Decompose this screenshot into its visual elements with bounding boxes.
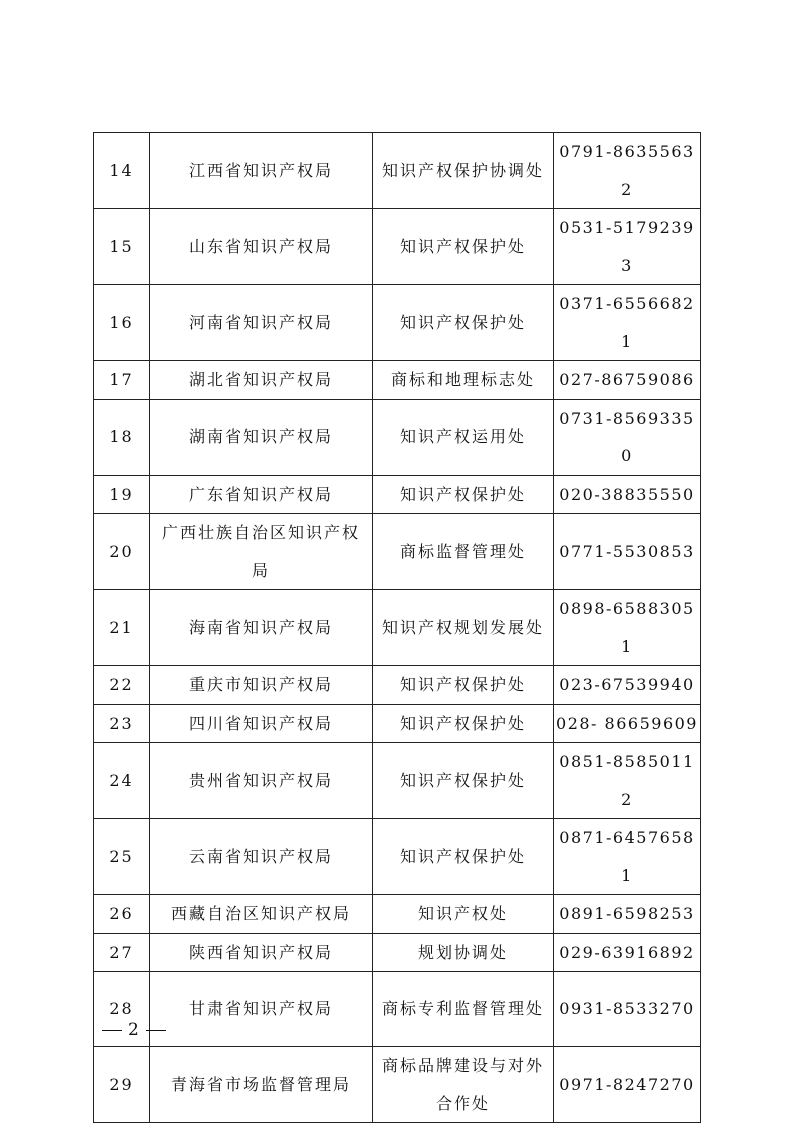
phone-number-cell <box>554 743 701 819</box>
phone-number: 0851-85850112 <box>559 752 695 809</box>
department-name-cell <box>373 475 554 514</box>
department-name: 知识产权保护处 <box>399 484 526 504</box>
row-number: 21 <box>109 617 134 637</box>
table-row <box>94 514 701 590</box>
table-row <box>94 704 701 743</box>
department-name-cell <box>373 895 554 934</box>
organization-name-cell <box>150 743 373 819</box>
phone-number-cell <box>554 819 701 895</box>
row-number: 29 <box>109 1074 134 1094</box>
phone-number-cell <box>554 666 701 705</box>
department-name: 知识产权保护处 <box>399 770 526 790</box>
phone-number: 027-86759086 <box>559 370 695 389</box>
row-number-cell <box>94 399 150 475</box>
row-number-cell <box>94 209 150 285</box>
table-row <box>94 1047 701 1123</box>
organization-name: 青海省市场监督管理局 <box>170 1074 351 1094</box>
department-name: 规划协调处 <box>417 942 508 962</box>
phone-number-cell <box>554 399 701 475</box>
row-number: 26 <box>109 904 134 923</box>
department-name: 知识产权运用处 <box>399 427 526 447</box>
department-name-cell <box>373 133 554 209</box>
table-row <box>94 819 701 895</box>
department-name: 商标监督管理处 <box>399 541 526 561</box>
table-row <box>94 133 701 209</box>
row-number: 20 <box>109 541 134 561</box>
table-row <box>94 666 701 705</box>
row-number-cell <box>94 933 150 972</box>
phone-number: 0898-65883051 <box>559 599 695 656</box>
department-name-cell <box>373 590 554 666</box>
organization-name-cell <box>150 704 373 743</box>
phone-number-cell <box>554 514 701 590</box>
organization-name: 重庆市知识产权局 <box>188 675 333 694</box>
organization-name: 贵州省知识产权局 <box>188 770 333 790</box>
organization-name-cell <box>150 590 373 666</box>
phone-number: 0731-85693350 <box>559 408 695 465</box>
table-row <box>94 743 701 819</box>
table-body <box>94 133 701 1123</box>
phone-number-cell <box>554 133 701 209</box>
organization-name-cell <box>150 399 373 475</box>
table-row <box>94 933 701 972</box>
row-number-cell <box>94 590 150 666</box>
row-number: 17 <box>109 370 134 389</box>
phone-number-cell <box>554 933 701 972</box>
department-name-cell <box>373 666 554 705</box>
phone-number-cell <box>554 704 701 743</box>
organization-name: 湖北省知识产权局 <box>188 370 333 389</box>
row-number: 27 <box>109 942 134 962</box>
organization-name-cell <box>150 285 373 361</box>
department-name: 商标和地理标志处 <box>390 370 535 389</box>
organization-name: 广西壮族自治区知识产权局 <box>161 523 360 580</box>
phone-number: 023-67539940 <box>559 675 695 694</box>
phone-number: 0871-64576581 <box>559 828 695 885</box>
row-number-cell <box>94 704 150 743</box>
organization-name: 山东省知识产权局 <box>188 236 333 256</box>
department-name-cell <box>373 361 554 400</box>
department-name: 知识产权处 <box>417 904 508 923</box>
phone-number-cell <box>554 361 701 400</box>
department-name: 知识产权保护处 <box>399 713 526 733</box>
row-number-cell <box>94 361 150 400</box>
phone-number-cell <box>554 972 701 1047</box>
phone-number: 028- 86659609 <box>556 713 698 733</box>
table-row <box>94 590 701 666</box>
organization-name: 广东省知识产权局 <box>188 484 333 504</box>
phone-number: 0771-5530853 <box>559 541 695 561</box>
row-number: 16 <box>109 312 134 332</box>
department-name-cell <box>373 704 554 743</box>
department-name-cell <box>373 743 554 819</box>
department-name-cell <box>373 285 554 361</box>
department-name: 知识产权保护协调处 <box>381 160 544 180</box>
phone-number: 029-63916892 <box>559 942 695 962</box>
row-number: 23 <box>109 713 134 733</box>
organization-name: 四川省知识产权局 <box>188 713 333 733</box>
phone-number: 0531-51792393 <box>559 218 695 275</box>
table-row <box>94 972 701 1047</box>
organization-name-cell <box>150 972 373 1047</box>
organization-name: 西藏自治区知识产权局 <box>170 904 351 923</box>
table-row <box>94 209 701 285</box>
table-row <box>94 361 701 400</box>
department-name: 知识产权保护处 <box>399 675 526 694</box>
organization-name: 云南省知识产权局 <box>188 846 333 866</box>
page-number: 2 <box>128 1020 140 1040</box>
row-number: 15 <box>109 236 134 256</box>
row-number: 28 <box>109 999 134 1019</box>
department-name-cell <box>373 972 554 1047</box>
phone-number: 0371-65566821 <box>559 294 695 351</box>
row-number: 22 <box>109 675 134 694</box>
organization-name: 河南省知识产权局 <box>188 312 333 332</box>
organization-name: 湖南省知识产权局 <box>188 427 333 447</box>
row-number: 25 <box>109 846 134 866</box>
row-number-cell <box>94 743 150 819</box>
row-number-cell <box>94 133 150 209</box>
row-number-cell <box>94 819 150 895</box>
phone-number-cell <box>554 285 701 361</box>
organization-name-cell <box>150 1047 373 1123</box>
table-row <box>94 895 701 934</box>
organization-name-cell <box>150 361 373 400</box>
organization-name-cell <box>150 514 373 590</box>
phone-number: 0791-86355632 <box>559 142 695 199</box>
organization-name-cell <box>150 209 373 285</box>
phone-number: 0931-8533270 <box>559 999 695 1019</box>
table-row <box>94 475 701 514</box>
phone-number-cell <box>554 1047 701 1123</box>
department-name: 商标品牌建设与对外合作处 <box>381 1056 544 1113</box>
organization-name: 甘肃省知识产权局 <box>188 999 333 1019</box>
department-name: 商标专利监督管理处 <box>381 999 544 1019</box>
department-name: 知识产权规划发展处 <box>381 617 544 637</box>
phone-number: 020-38835550 <box>559 484 695 504</box>
organization-name: 陕西省知识产权局 <box>188 942 333 962</box>
department-name-cell <box>373 514 554 590</box>
department-name-cell <box>373 933 554 972</box>
organization-name-cell <box>150 933 373 972</box>
organization-name-cell <box>150 819 373 895</box>
phone-number: 0891-6598253 <box>559 904 695 923</box>
department-name: 知识产权保护处 <box>399 236 526 256</box>
row-number: 14 <box>109 160 134 180</box>
department-name-cell <box>373 819 554 895</box>
organization-name-cell <box>150 475 373 514</box>
row-number-cell <box>94 514 150 590</box>
phone-number-cell <box>554 209 701 285</box>
organization-name: 海南省知识产权局 <box>188 617 333 637</box>
department-name-cell <box>373 1047 554 1123</box>
department-name-cell <box>373 399 554 475</box>
department-name-cell <box>373 209 554 285</box>
contact-table <box>93 132 701 1123</box>
organization-name-cell <box>150 133 373 209</box>
page-footer <box>96 1020 172 1040</box>
row-number-cell <box>94 666 150 705</box>
table-row <box>94 399 701 475</box>
phone-number-cell <box>554 895 701 934</box>
table-row <box>94 285 701 361</box>
department-name: 知识产权保护处 <box>399 312 526 332</box>
organization-name-cell <box>150 895 373 934</box>
row-number-cell <box>94 1047 150 1123</box>
organization-name-cell <box>150 666 373 705</box>
phone-number-cell <box>554 590 701 666</box>
row-number-cell <box>94 895 150 934</box>
department-name: 知识产权保护处 <box>399 846 526 866</box>
phone-number-cell <box>554 475 701 514</box>
row-number: 19 <box>109 484 134 504</box>
row-number: 24 <box>109 770 134 790</box>
footer-left-dash <box>102 1030 122 1031</box>
footer-right-dash <box>146 1030 166 1031</box>
row-number-cell <box>94 475 150 514</box>
organization-name: 江西省知识产权局 <box>188 160 333 180</box>
row-number: 18 <box>109 427 134 447</box>
phone-number: 0971-8247270 <box>559 1074 695 1094</box>
row-number-cell <box>94 285 150 361</box>
